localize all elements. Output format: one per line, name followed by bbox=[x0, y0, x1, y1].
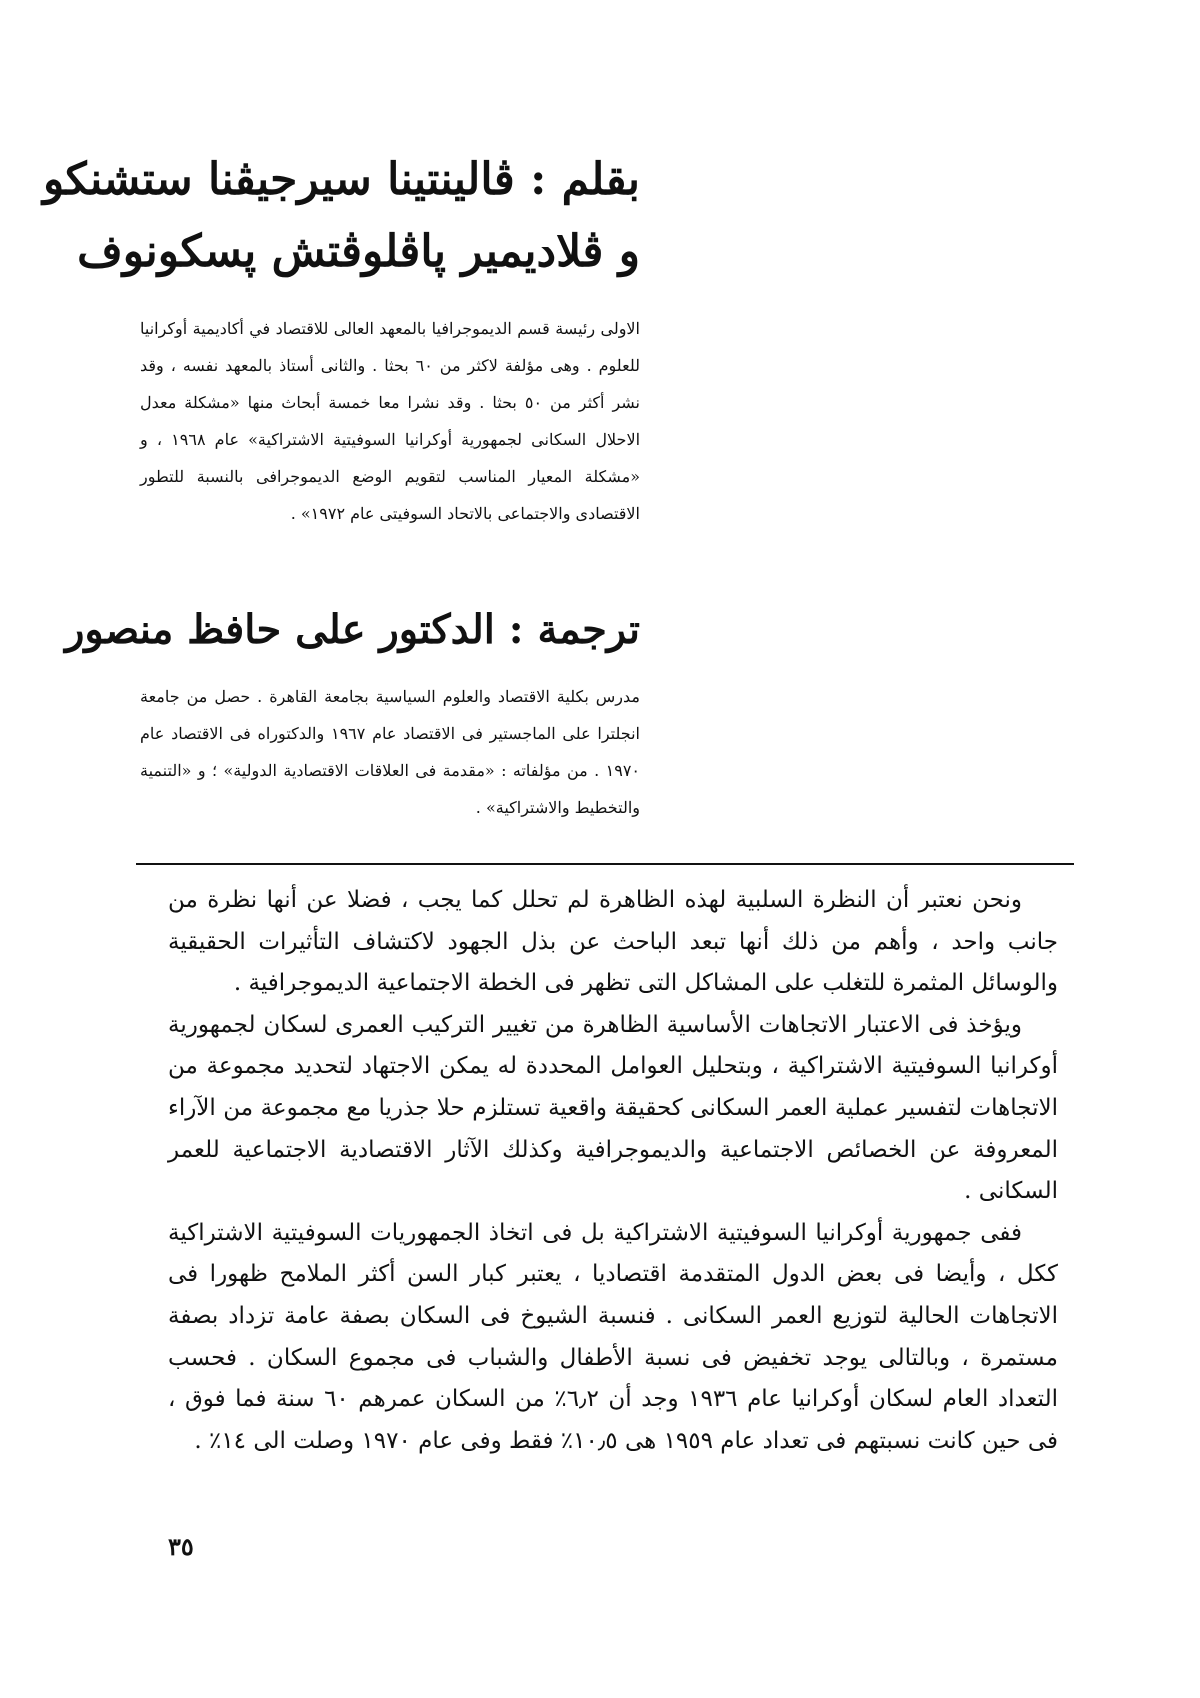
co-author-byline: و ڤلاديمير پاڤلوڤتش پسكونوف bbox=[77, 226, 640, 277]
author-bio: الاولى رئيسة قسم الديموجرافيا بالمعهد العالى للاقتصاد في أكاديمية أوكرانيا للعلوم . وهى مؤلفة لاكثر من ٦٠ بحثا . والثانى أستاذ بالمعهد نفسه ، وقد نشر أكثر من ٥٠ بحثا . وقد نشرا معا خمسة أبحاث منها «مشكلة معدل الاحلال السكانى لجمهورية أوكرانيا السوفيتية الاشتراكية» عام ١٩٦٨ ، و «مشكلة المعيار المناسب لتقويم الوضع الديموجرافى بالنسبة للتطور الاقتصادى والاجتماعى بالاتحاد السوفيتى عام ١٩٧٢» . bbox=[140, 319, 641, 523]
page-number: ٣٥ bbox=[168, 1532, 194, 1561]
author-byline: بقلم : ڤالينتينا سيرجيڤنا ستشنكو bbox=[42, 154, 640, 205]
translator-byline: ترجمة : الدكتور على حافظ منصور bbox=[65, 606, 640, 653]
translator-bio: مدرس بكلية الاقتصاد والعلوم السياسية بجامعة القاهرة . حصل من جامعة انجلترا على الماجستير فى الاقتصاد عام ١٩٦٧ والدكتوراه فى الاقتصاد عام ١٩٧٠ . من مؤلفاته : «مقدمة فى العلاقات الاقتصادية الدولية» ؛ و «التنمية والتخطيط والاشتراكية» . bbox=[140, 687, 640, 817]
article-body bbox=[168, 880, 1058, 1462]
section-divider bbox=[136, 863, 1074, 865]
body-paragraph: ففى جمهورية أوكرانيا السوفيتية الاشتراكية بل فى اتخاذ الجمهوريات السوفيتية الاشتراكية ككل ، وأيضا فى بعض الدول المتقدمة اقتصاديا ، يعتبر كبار السن أكثر الملامح ظهورا فى الاتجاهات الحالية لتوزيع العمر السكانى . فنسبة الشيوخ فى السكان بصفة عامة تزداد بصفة مستمرة ، وبالتالى يوجد تخفيض فى نسبة الأطفال والشباب فى مجموع السكان . فحسب التعداد العام لسكان أوكرانيا عام ١٩٣٦ وجد أن ٦٫٢٪ من السكان عمرهم ٦٠ سنة فما فوق ، فى حين كانت نسبتهم فى تعداد عام ١٩٥٩ هى ١٠٫٥٪ فقط وفى عام ١٩٧٠ وصلت الى ١٤٪ . bbox=[168, 1219, 1058, 1454]
body-paragraph: ويؤخذ فى الاعتبار الاتجاهات الأساسية الظاهرة من تغيير التركيب العمرى لسكان لجمهورية أوكرانيا السوفيتية الاشتراكية ، وبتحليل العوامل المحددة له يمكن الاجتهاد لتحديد مجموعة من الاتجاهات لتفسير عملية العمر السكانى كحقيقة واقعية تستلزم حلا جذريا مع مجموعة من الآراء المعروفة عن الخصائص الاجتماعية والديموجرافية وكذلك الآثار الاقتصادية الاجتماعية للعمر السكانى . bbox=[168, 1011, 1058, 1205]
body-paragraph: ونحن نعتبر أن النظرة السلبية لهذه الظاهرة لم تحلل كما يجب ، فضلا عن أنها نظرة من جانب واحد ، وأهم من ذلك أنها تبعد الباحث عن بذل الجهود لاكتشاف التأثيرات الحقيقية والوسائل المثمرة للتغلب على المشاكل التى تظهر فى الخطة الاجتماعية الديموجرافية . bbox=[168, 887, 1058, 997]
